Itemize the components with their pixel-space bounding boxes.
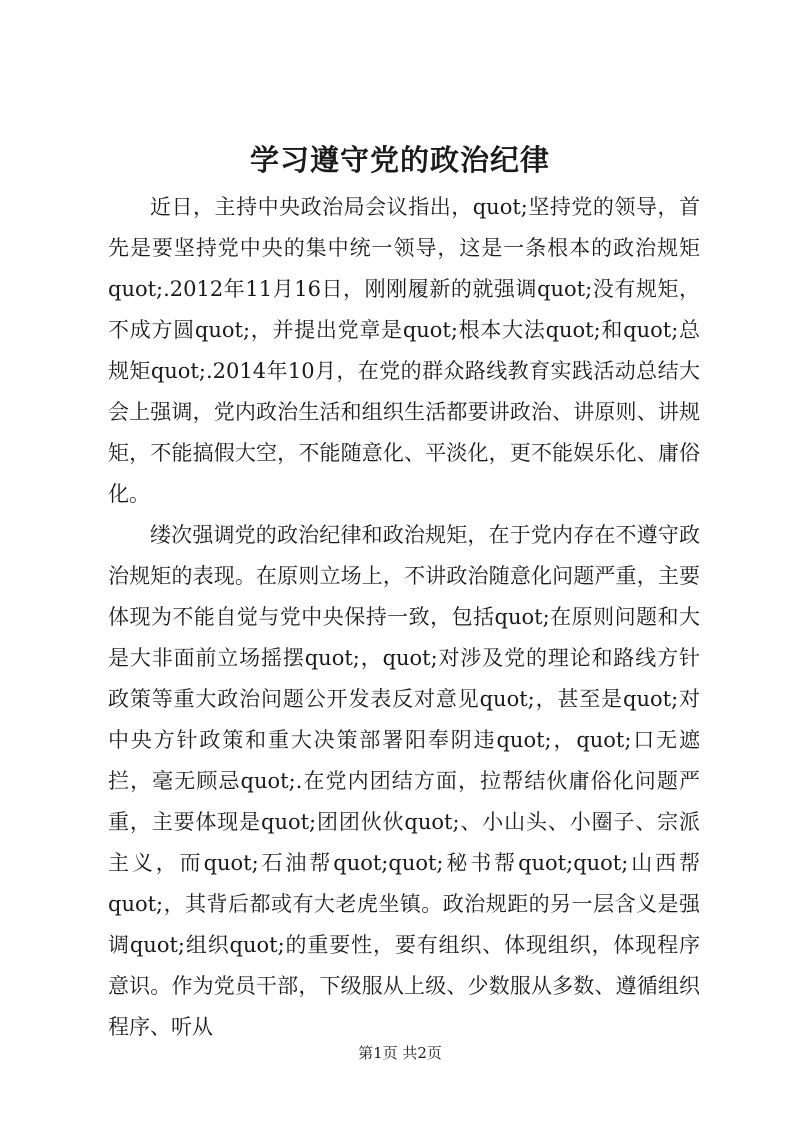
paragraph-1: 近日，主持中央政治局会议指出，quot;坚持党的领导，首先是要坚持党中央的集中统一领导，这是一条根本的政治规矩quot;.2012年11月16日，刚刚履新的就强调quot;没有规矩，不成方圆quot;，并提出党章是quot;根本大法quot;和quot;总规矩quot;.2014年10月，在党的群众路线教育实践活动总结大会上强调，党内政治生活和组织生活都要讲政治、讲原则、讲规矩，不能搞假大空，不能随意化、平淡化，更不能娱乐化、庸俗化。: [108, 195, 700, 506]
document-body: [108, 187, 700, 1048]
document-title: 学习遵守党的政治纪律: [249, 143, 550, 177]
page-footer: 第1页 共2页: [358, 1044, 442, 1062]
paragraph-2: 缕次强调党的政治纪律和政治规矩，在于党内存在不遵守政治规矩的表现。在原则立场上，不讲政治随意化问题严重，主要体现为不能自觉与党中央保持一致，包括quot;在原则问题和大是大非面前立场摇摆quot;，quot;对涉及党的理论和路线方针政策等重大政治问题公开发表反对意见quot;，甚至是quot;对中央方针政策和重大决策部署阳奉阴违quot;，quot;口无遮拦，毫无顾忌quot;.在党内团结方面，拉帮结伙庸俗化问题严重，主要体现是quot;团团伙伙quot;、小山头、小圈子、宗派主义，而quot;石油帮quot;quot;秘书帮quot;quot;山西帮quot;，其背后都或有大老虎坐镇。政治规距的另一层含义是强调quot;组织quot;的重要性，要有组织、体现组织，体现程序意识。作为党员干部，下级服从上级、少数服从多数、遵循组织程序、听从: [108, 523, 700, 1039]
